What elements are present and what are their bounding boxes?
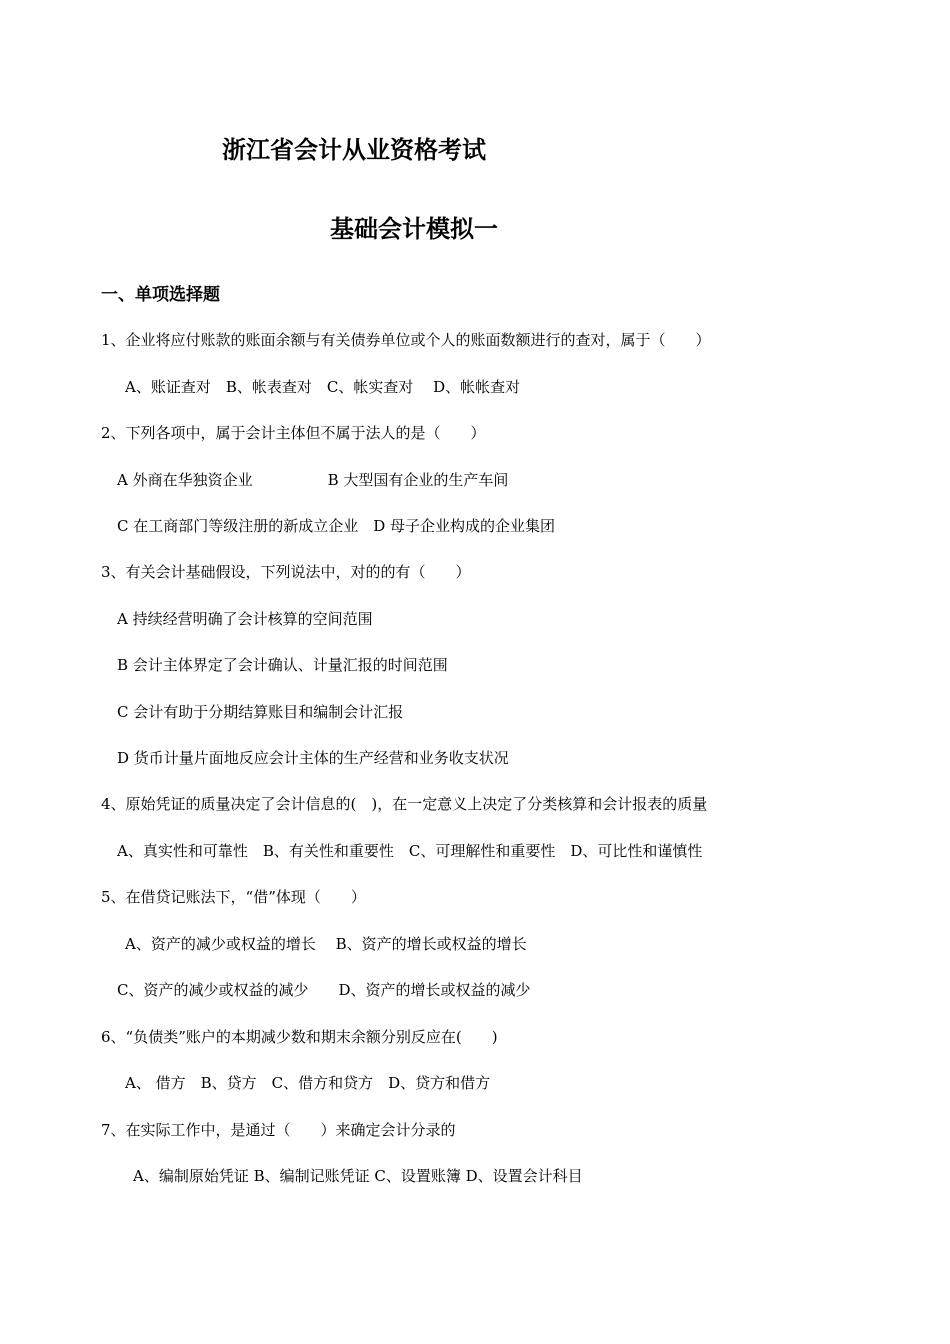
- question-6-options: A、 借方 B、贷方 C、借方和贷方 D、贷方和借方: [125, 1074, 491, 1092]
- question-2-options-ab: A 外商在华独资企业 B 大型国有企业的生产车间: [117, 471, 509, 489]
- question-5: 5、在借贷记账法下，“借”体现（ ）: [101, 888, 366, 906]
- question-2: 2、下列各项中，属于会计主体但不属于法人的是（ ）: [101, 424, 486, 442]
- question-5-options-ab: A、资产的减少或权益的增长 B、资产的增长或权益的增长: [125, 935, 527, 953]
- question-3-option-b: B 会计主体界定了会计确认、计量汇报的时间范围: [117, 656, 448, 674]
- section-heading: 一、单项选择题: [101, 285, 220, 305]
- question-4-options: A、真实性和可靠性 B、有关性和重要性 C、可理解性和重要性 D、可比性和谨慎性: [117, 842, 703, 860]
- question-5-options-cd: C、资产的减少或权益的减少 D、资产的增长或权益的减少: [117, 981, 531, 999]
- question-3: 3、有关会计基础假设，下列说法中，对的的有（ ）: [101, 563, 471, 581]
- question-7-options: A、编制原始凭证 B、编制记账凭证 C、设置账簿 D、设置会计科目: [133, 1167, 583, 1185]
- question-1-options: A、账证查对 B、帐表查对 C、帐实查对 D、帐帐查对: [125, 378, 521, 396]
- question-3-option-d: D 货币计量片面地反应会计主体的生产经营和业务收支状况: [117, 749, 509, 767]
- question-4: 4、原始凭证的质量决定了会计信息的( )，在一定意义上决定了分类核算和会计报表的质量: [101, 795, 708, 813]
- question-7: 7、在实际工作中，是通过（ ）来确定会计分录的: [101, 1121, 456, 1139]
- question-2-options-cd: C 在工商部门等级注册的新成立企业 D 母子企业构成的企业集团: [117, 517, 556, 535]
- document-subtitle: 基础会计模拟一: [330, 215, 498, 243]
- question-1: 1、企业将应付账款的账面余额与有关债券单位或个人的账面数额进行的查对，属于（ ）: [101, 331, 711, 349]
- question-6: 6、“负债类”账户的本期减少数和期末余额分别反应在( ): [101, 1028, 498, 1046]
- document-title: 浙江省会计从业资格考试: [222, 136, 486, 164]
- question-3-option-a: A 持续经营明确了会计核算的空间范围: [117, 610, 373, 628]
- question-3-option-c: C 会计有助于分期结算账目和编制会计汇报: [117, 703, 404, 721]
